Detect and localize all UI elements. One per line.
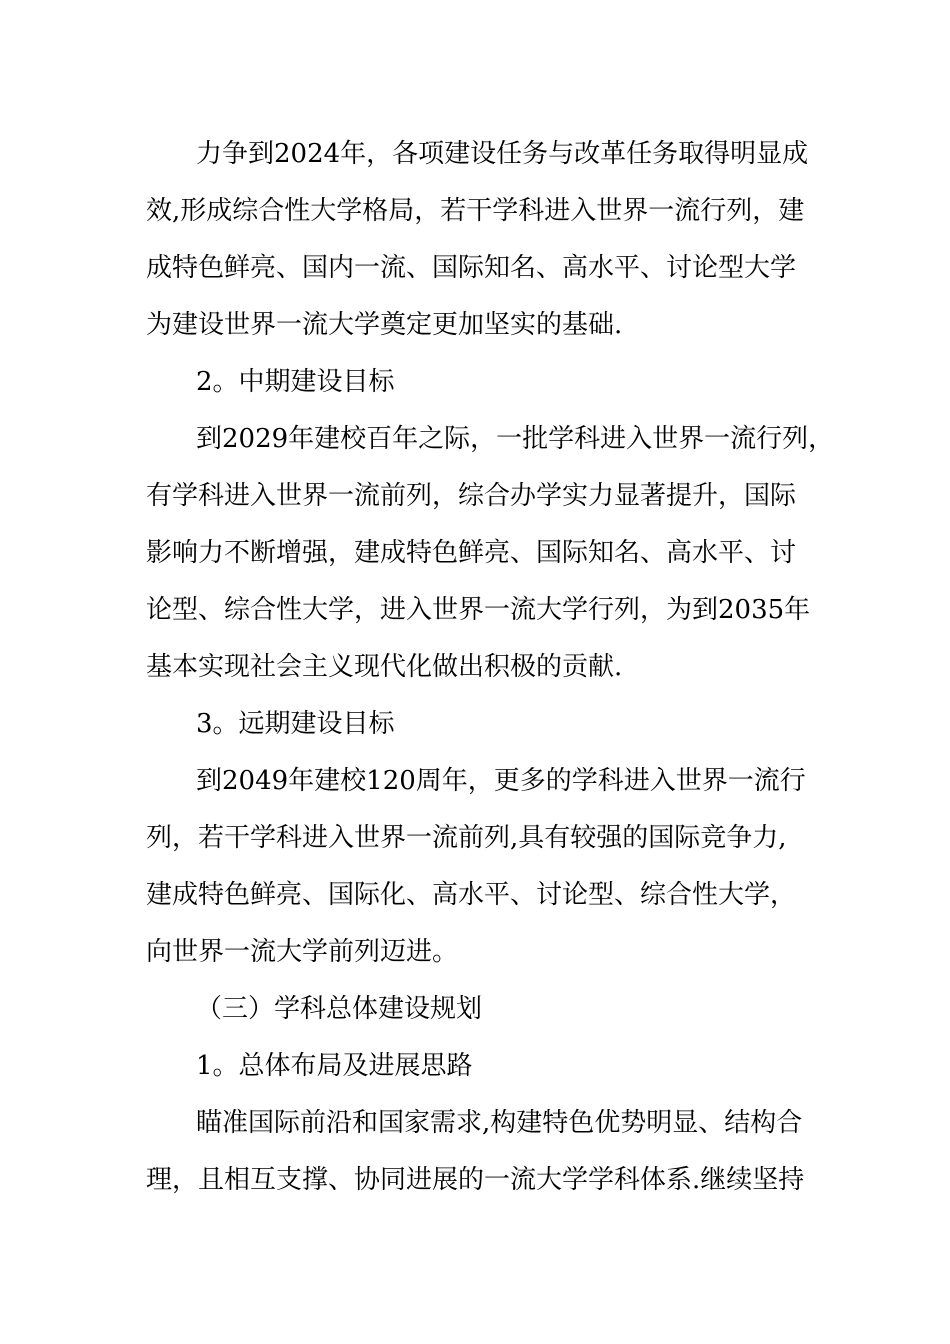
section-heading: 1。总体布局及进展思路: [196, 1051, 473, 1081]
paragraph-line: 为建设世界一流大学奠定更加坚实的基础.: [146, 310, 623, 340]
paragraph-line: 效,形成综合性大学格局，若干学科进入世界一流行列，建: [146, 196, 805, 226]
paragraph-line: 论型、综合性大学，进入世界一流大学行列，为到2035年: [146, 595, 811, 625]
paragraph-line: 理，且相互支撑、协同进展的一流大学学科体系.继续坚持: [146, 1165, 805, 1195]
paragraph-line: 成特色鲜亮、国内一流、国际知名、高水平、讨论型大学: [146, 253, 797, 283]
paragraph-line: 力争到2024年，各项建设任务与改革任务取得明显成: [196, 139, 809, 169]
paragraph-line: 到2029年建校百年之际，一批学科进入世界一流行列，: [196, 424, 835, 454]
paragraph-line: 基本实现社会主义现代化做出积极的贡献.: [146, 652, 623, 682]
paragraph-line: 到2049年建校120周年，更多的学科进入世界一流行: [196, 766, 806, 796]
section-heading: 3。远期建设目标: [196, 709, 395, 739]
paragraph-line: 建成特色鲜亮、国际化、高水平、讨论型、综合性大学，: [146, 880, 797, 910]
paragraph-line: 影响力不断增强，建成特色鲜亮、国际知名、高水平、讨: [146, 538, 797, 568]
section-heading: 2。中期建设目标: [196, 367, 395, 397]
paragraph-line: 向世界一流大学前列迈进。: [146, 937, 459, 967]
paragraph-line: 瞄准国际前沿和国家需求,构建特色优势明显、结构合: [196, 1108, 803, 1138]
paragraph-line: 列，若干学科进入世界一流前列,具有较强的国际竞争力,: [146, 823, 787, 853]
section-heading: （三）学科总体建设规划: [196, 994, 483, 1024]
paragraph-line: 有学科进入世界一流前列，综合办学实力显著提升，国际: [146, 481, 797, 511]
